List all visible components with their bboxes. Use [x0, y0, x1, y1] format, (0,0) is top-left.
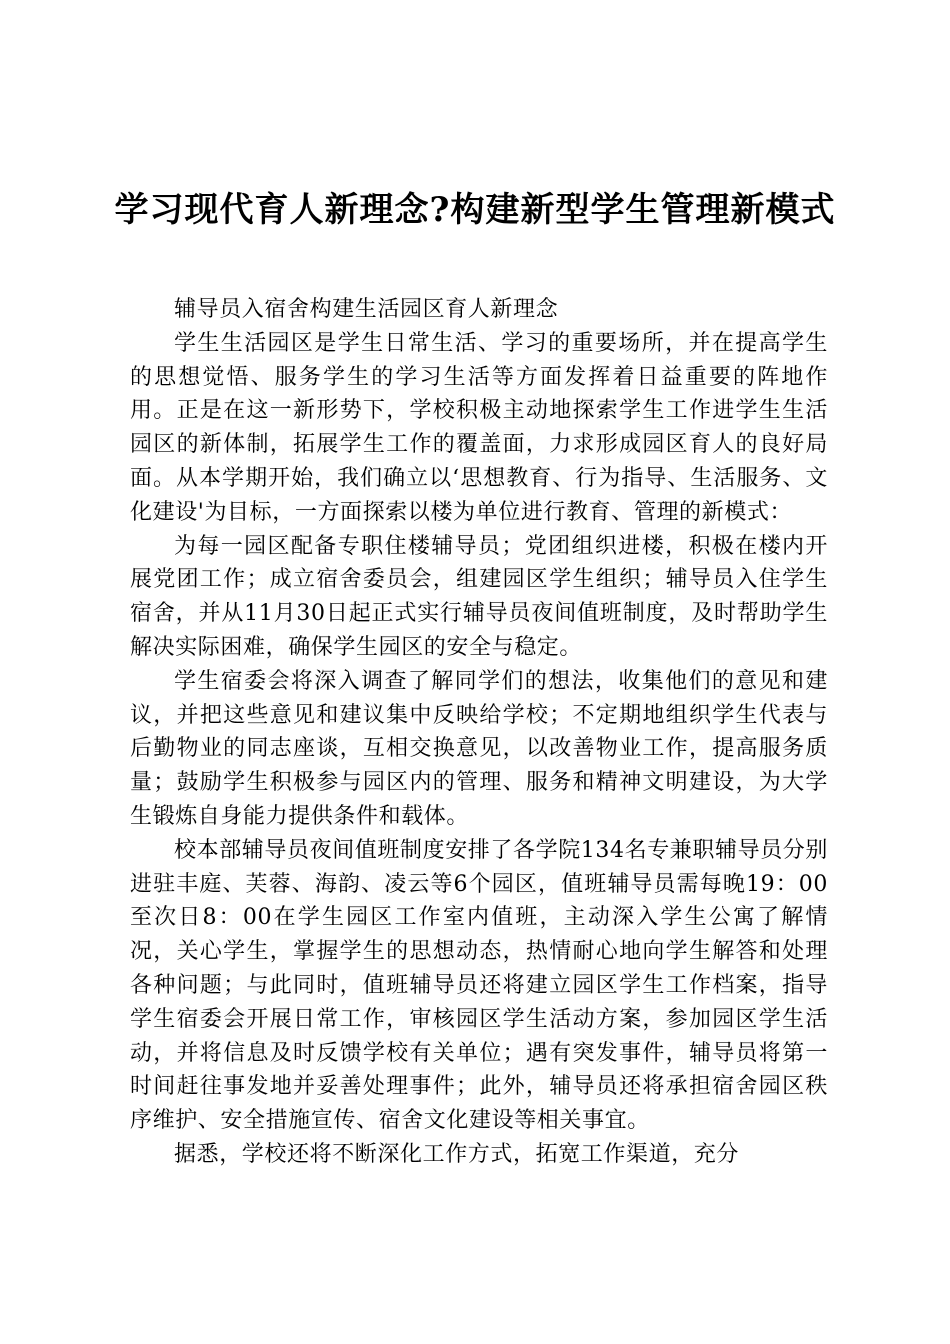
body-paragraph: 学生生活园区是学生日常生活、学习的重要场所，并在提高学生的思想觉悟、服务学生的学习生活等方面发挥着日益重要的阵地作用。正是在这一新形势下，学校积极主动地探索学生工作进学生生活园区的新体制，拓展学生工作的覆盖面，力求形成园区育人的良好局面。从本学期开始，我们确立以‘思想教育、行为指导、生活服务、文化建设'为目标，一方面探索以楼为单位进行教育、管理的新模式：: [130, 330, 828, 525]
document-title: 学习现代育人新理念?构建新型学生管理新模式: [114, 190, 836, 230]
body-paragraph: 校本部辅导员夜间值班制度安排了各学院134名专兼职辅导员分别进驻丰庭、芙蓉、海韵、凌云等6个园区，值班辅导员需每晚19：00至次日8：00在学生园区工作室内值班，主动深入学生公寓了解情况，关心学生，掌握学生的思想动态，热情耐心地向学生解答和处理各种问题；与此同时，值班辅导员还将建立园区学生工作档案，指导学生宿委会开展日常工作，审核园区学生活动方案，参加园区学生活动，并将信息及时反馈学校有关单位；遇有突发事件，辅导员将第一时间赶往事发地并妥善处理事件；此外，辅导员还将承担宿舍园区秩序维护、安全措施宣传、宿舍文化建设等相关事宜。: [130, 837, 828, 1134]
subtitle-paragraph: 辅导员入宿舍构建生活园区育人新理念: [174, 297, 559, 322]
body-paragraph: 为每一园区配备专职住楼辅导员；党团组织进楼，积极在楼内开展党团工作；成立宿舍委员会，组建园区学生组织；辅导员入住学生宿舍，并从11月30日起正式实行辅导员夜间值班制度，及时帮助学生解决实际困难，确保学生园区的安全与稳定。: [130, 533, 828, 660]
document-body: [130, 293, 828, 1172]
body-paragraph: 学生宿委会将深入调查了解同学们的想法，收集他们的意见和建议，并把这些意见和建议集中反映给学校；不定期地组织学生代表与后勤物业的同志座谈，互相交换意见，以改善物业工作，提高服务质量；鼓励学生积极参与园区内的管理、服务和精神文明建设，为大学生锻炼自身能力提供条件和载体。: [130, 668, 828, 829]
body-paragraph: 据悉，学校还将不断深化工作方式，拓宽工作渠道，充分: [174, 1141, 740, 1167]
